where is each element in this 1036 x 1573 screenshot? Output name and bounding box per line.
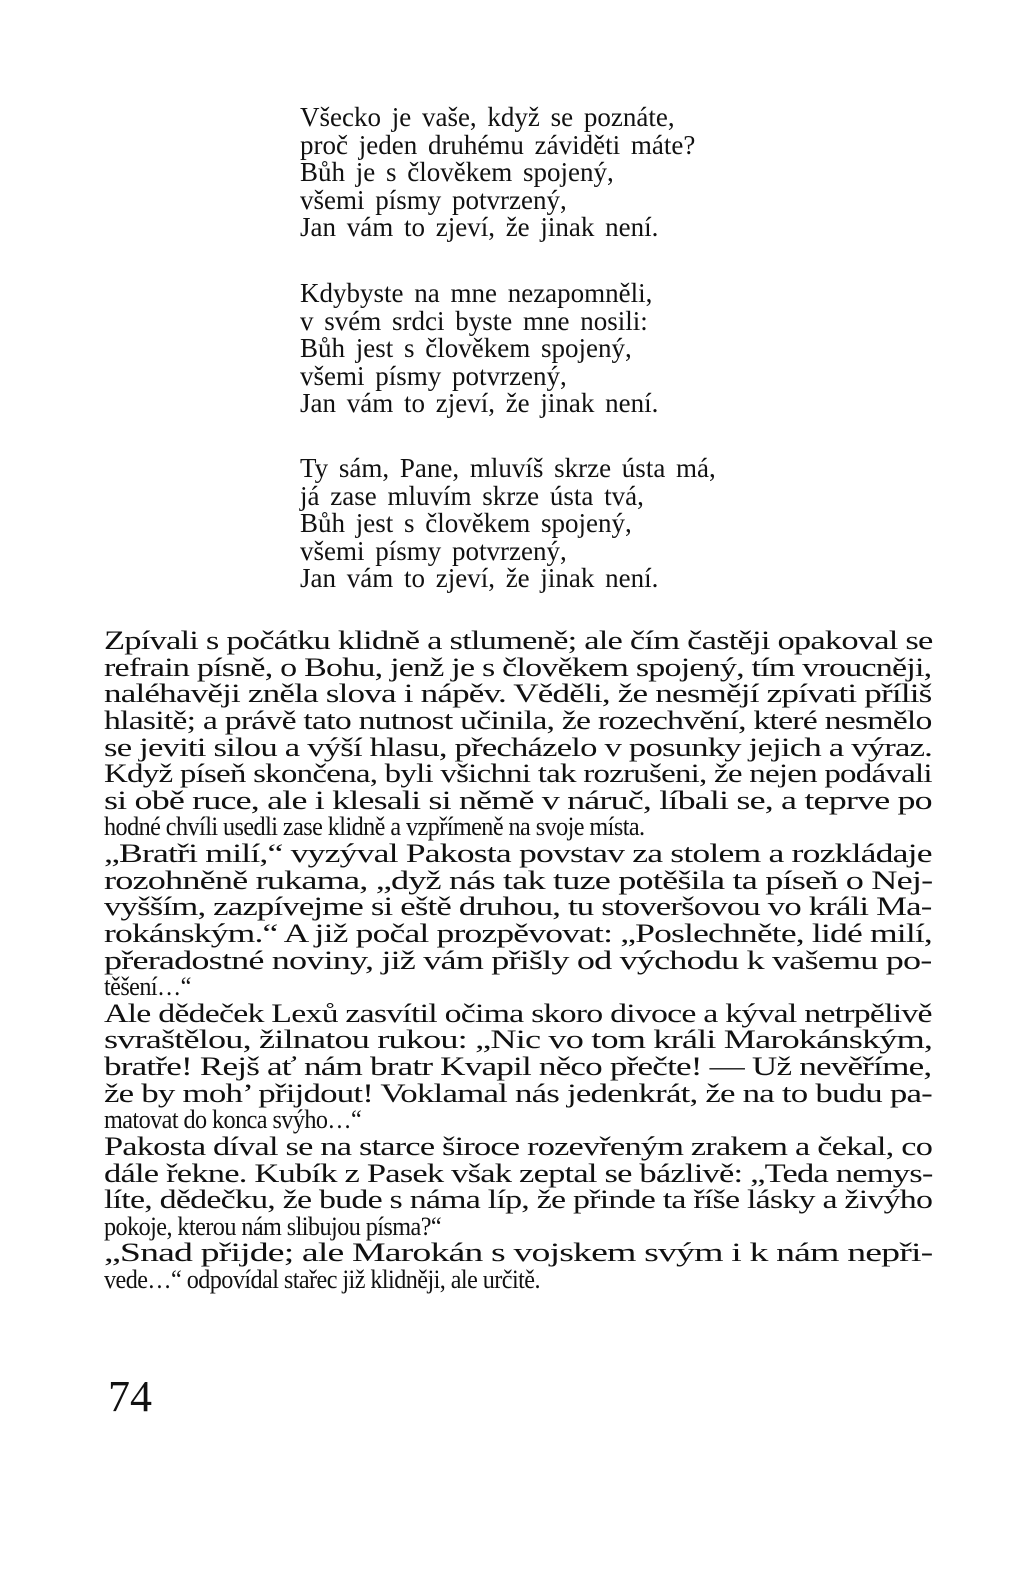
prose-line: „Snad přijde; ale Marokán s vojskem svým i k nám nepři- [104, 1238, 933, 1268]
prose-line: těšení…“ [104, 972, 191, 1002]
verse-line: Bůh jest s člověkem spojený, [300, 333, 632, 364]
verse-line: Jan vám to zjeví, že jinak není. [300, 388, 659, 419]
prose-line: svraštělou, žilnatou rukou: „Nic vo tom králi Marokánským, [104, 1025, 933, 1055]
prose-line: vyšším, zazpívejme si eště druhou, tu stoveršovou vo králi Ma- [104, 892, 932, 922]
prose-line: že by moh’ přijdout! Voklamal nás jedenkrát, že na to budu pa- [104, 1078, 932, 1108]
prose-line: líte, dědečku, že bude s náma líp, že přinde ta říše lásky a živýho [104, 1185, 933, 1215]
verse-line: Jan vám to zjeví, že jinak není. [300, 563, 659, 594]
prose-body [104, 628, 932, 1294]
verse-line: já zase mluvím skrze ústa tvá, [300, 480, 644, 511]
prose-line: rokánským.“ A již počal prozpěvovat: „Poslechněte, lidé milí, [104, 918, 932, 948]
verse-line: Kdybyste na mne nezapomněli, [300, 278, 653, 308]
prose-line: Pakosta díval se na starce široce rozevřeným zrakem a čekal, co [104, 1131, 933, 1161]
prose-line: naléhavěji zněla slova i nápěv. Věděli, že nesmějí zpívati příliš [104, 679, 932, 709]
poem-stanza [300, 104, 860, 242]
prose-line: Zpívali s počátku klidně a stlumeně; ale čím častěji opakoval se [104, 626, 933, 655]
prose-line: rozohněně rukama, „dyž nás tak tuze potěšila ta píseň o Nej- [104, 865, 933, 895]
verse-line: v svém srdci byste mne nosili: [300, 305, 648, 336]
prose-line: hlasitě; a právě tato nutnost učinila, že rozechvění, které nesmělo [104, 705, 932, 735]
verse-line: Všecko je vaše, když se poznáte, [300, 102, 675, 132]
verse-line: Bůh je s člověkem spojený, [300, 157, 614, 188]
prose-line: hodné chvíli usedli zase klidně a vzpřímeně na svoje místa. [104, 812, 645, 842]
prose-line: refrain písně, o Bohu, jenž je s člověkem spojený, tím vroucněji, [104, 652, 932, 682]
verse-line: Bůh jest s člověkem spojený, [300, 508, 632, 539]
prose-line: se jeviti silou a výší hlasu, přecházelo v posunky jejich a výraz. [104, 732, 933, 762]
prose-line: Ale dědeček Lexů zasvítil očima skoro divoce a kýval netrpělivě [104, 998, 932, 1028]
prose-line: „Bratři milí,“ vyzýval Pakosta povstav za stolem a rozkládaje [104, 839, 932, 868]
verse-line: všemi písmy potvrzený, [300, 535, 567, 566]
poem-stanza [300, 280, 860, 418]
verse-line: všemi písmy potvrzený, [300, 360, 567, 391]
prose-line: dále řekne. Kubík z Pasek však zeptal se bázlivě: „Teda nemys- [104, 1158, 933, 1188]
verse-line: Ty sám, Pane, mluvíš skrze ústa má, [300, 453, 716, 483]
verse-line: proč jeden druhému záviděti máte? [300, 129, 696, 160]
prose-line: matovat do konca svýho…“ [104, 1105, 362, 1135]
page-number: 74 [108, 1372, 152, 1421]
prose-line: pokoje, kterou nám slibujou písma?“ [104, 1211, 442, 1241]
prose-line: přeradostné noviny, již vám přišly od východu k vašemu po- [104, 945, 932, 975]
verse-line: Jan vám to zjeví, že jinak není. [300, 212, 659, 243]
prose-line: vede…“ odpovídal stařec již klidněji, ale určitě. [104, 1265, 540, 1294]
verse-line: všemi písmy potvrzený, [300, 184, 567, 215]
poem-stanza [300, 455, 860, 593]
prose-line: Když píseň skončena, byli všichni tak rozrušeni, že nejen podávali [104, 759, 932, 789]
prose-line: si obě ruce, ale i klesali si němě v náruč, líbali se, a teprve po [104, 785, 932, 815]
prose-line: bratře! Rejš ať nám bratr Kvapil něco přečte! — Už nevěříme, [104, 1052, 932, 1081]
